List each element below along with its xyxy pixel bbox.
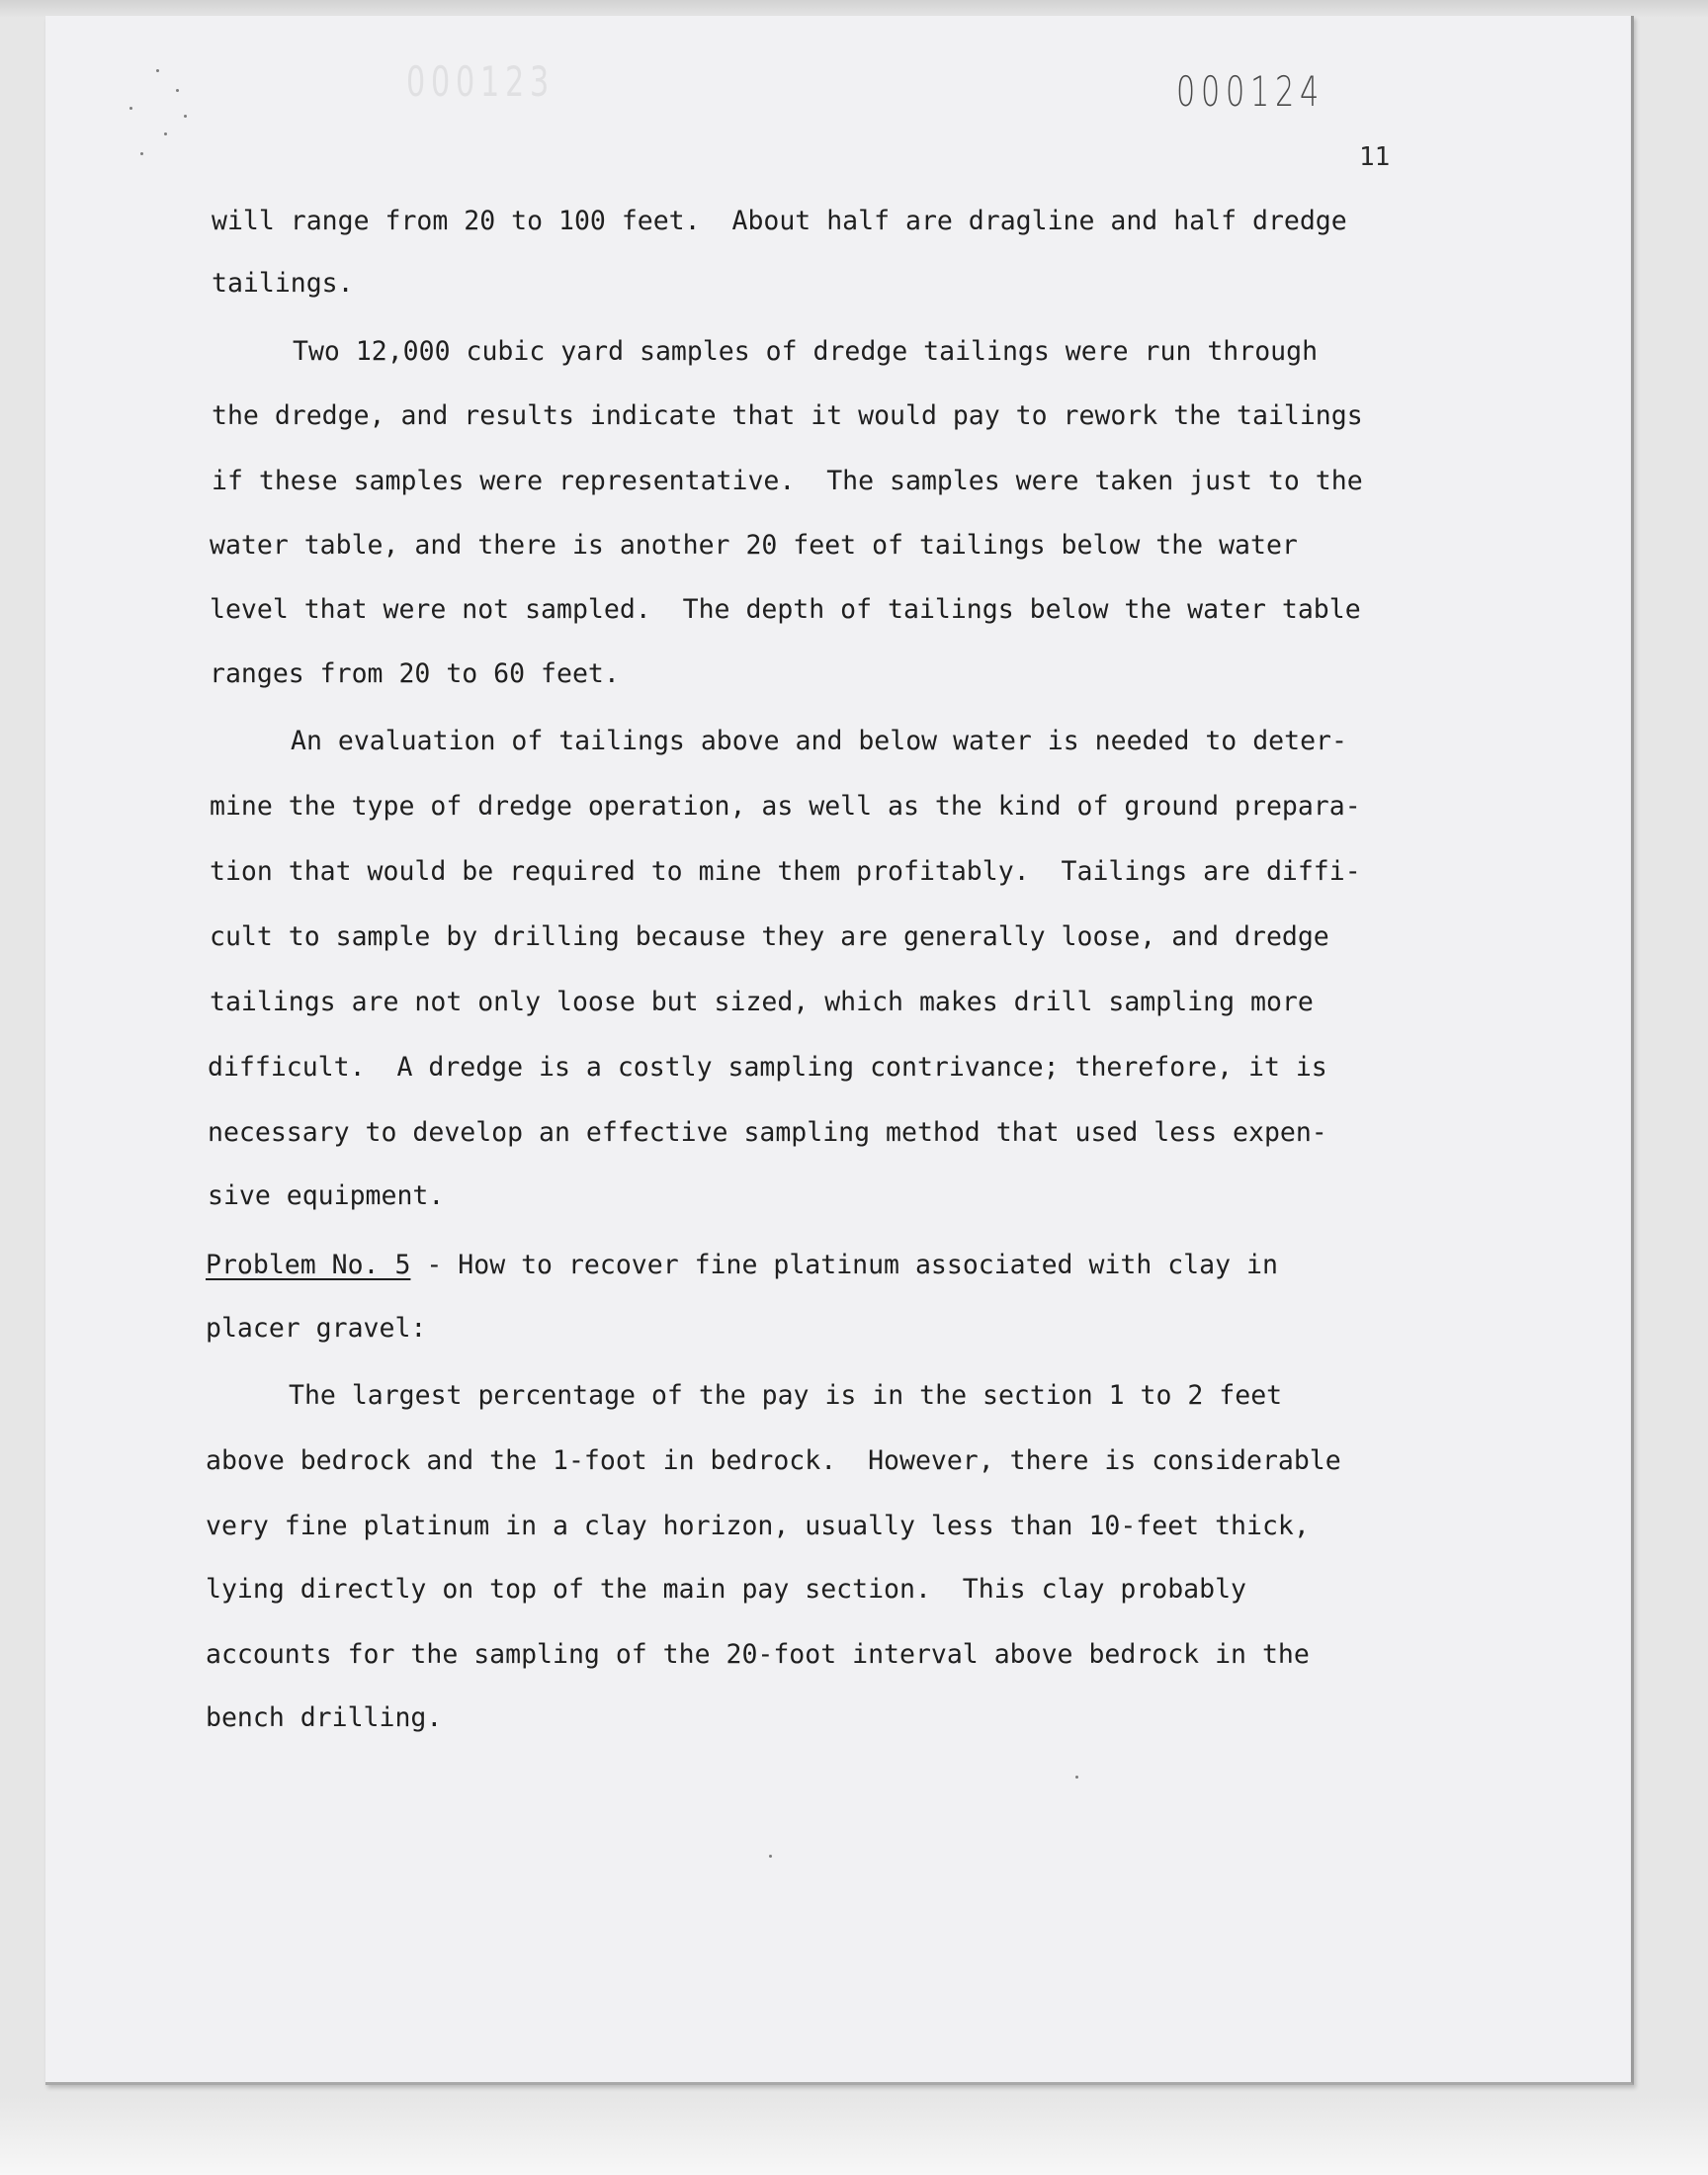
scan-speck	[140, 152, 143, 155]
problem-label: Problem No. 5	[206, 1250, 411, 1280]
text-line: if these samples were representative. The samples were taken just to the	[212, 466, 1363, 496]
document-page	[45, 16, 1634, 2085]
text-line: bench drilling.	[206, 1702, 443, 1733]
text-line: tailings are not only loose but sized, which makes drill sampling more	[210, 987, 1314, 1017]
page-number: 11	[1359, 142, 1391, 172]
text-line: placer gravel:	[206, 1313, 427, 1344]
text-line: An evaluation of tailings above and below water is needed to deter-	[291, 726, 1347, 756]
problem-heading	[206, 1250, 1278, 1281]
text-line: tailings.	[212, 268, 354, 299]
scan-speck	[769, 1855, 772, 1858]
text-line: ranges from 20 to 60 feet.	[210, 658, 620, 689]
text-line: mine the type of dredge operation, as well as the kind of ground prepara-	[210, 791, 1361, 822]
scan-bottom-edge	[0, 2096, 1708, 2175]
scan-speck	[1075, 1776, 1078, 1779]
text-line: level that were not sampled. The depth of tailings below the water table	[210, 594, 1361, 625]
scan-speck	[176, 89, 179, 92]
text-line: Two 12,000 cubic yard samples of dredge tailings were run through	[293, 336, 1319, 367]
text-line: tion that would be required to mine them profitably. Tailings are diffi-	[210, 856, 1361, 887]
text-line: the dredge, and results indicate that it would pay to rework the tailings	[212, 400, 1363, 431]
scan-speck	[156, 69, 159, 72]
text-line: The largest percentage of the pay is in the section 1 to 2 feet	[289, 1380, 1283, 1411]
text-line: very fine platinum in a clay horizon, usually less than 10-feet thick,	[206, 1511, 1310, 1541]
problem-title: - How to recover fine platinum associated with clay in	[410, 1250, 1278, 1280]
bleed-through-doc-id: 000123	[406, 57, 555, 106]
scan-speck	[164, 132, 167, 135]
text-line: lying directly on top of the main pay section. This clay probably	[206, 1574, 1246, 1605]
text-line: sive equipment.	[208, 1180, 445, 1211]
scan-speck	[184, 115, 187, 118]
document-id-stamp: 000124	[1176, 67, 1325, 116]
text-line: difficult. A dredge is a costly sampling contrivance; therefore, it is	[208, 1052, 1327, 1083]
text-line: cult to sample by drilling because they are generally loose, and dredge	[210, 921, 1329, 952]
text-line: water table, and there is another 20 feet of tailings below the water	[210, 530, 1298, 561]
text-line: necessary to develop an effective sampling method that used less expen-	[208, 1117, 1327, 1148]
text-line: accounts for the sampling of the 20-foot interval above bedrock in the	[206, 1639, 1310, 1670]
text-line: will range from 20 to 100 feet. About half are dragline and half dredge	[212, 206, 1347, 236]
text-line: above bedrock and the 1-foot in bedrock. However, there is considerable	[206, 1445, 1341, 1476]
scan-speck	[129, 107, 132, 110]
